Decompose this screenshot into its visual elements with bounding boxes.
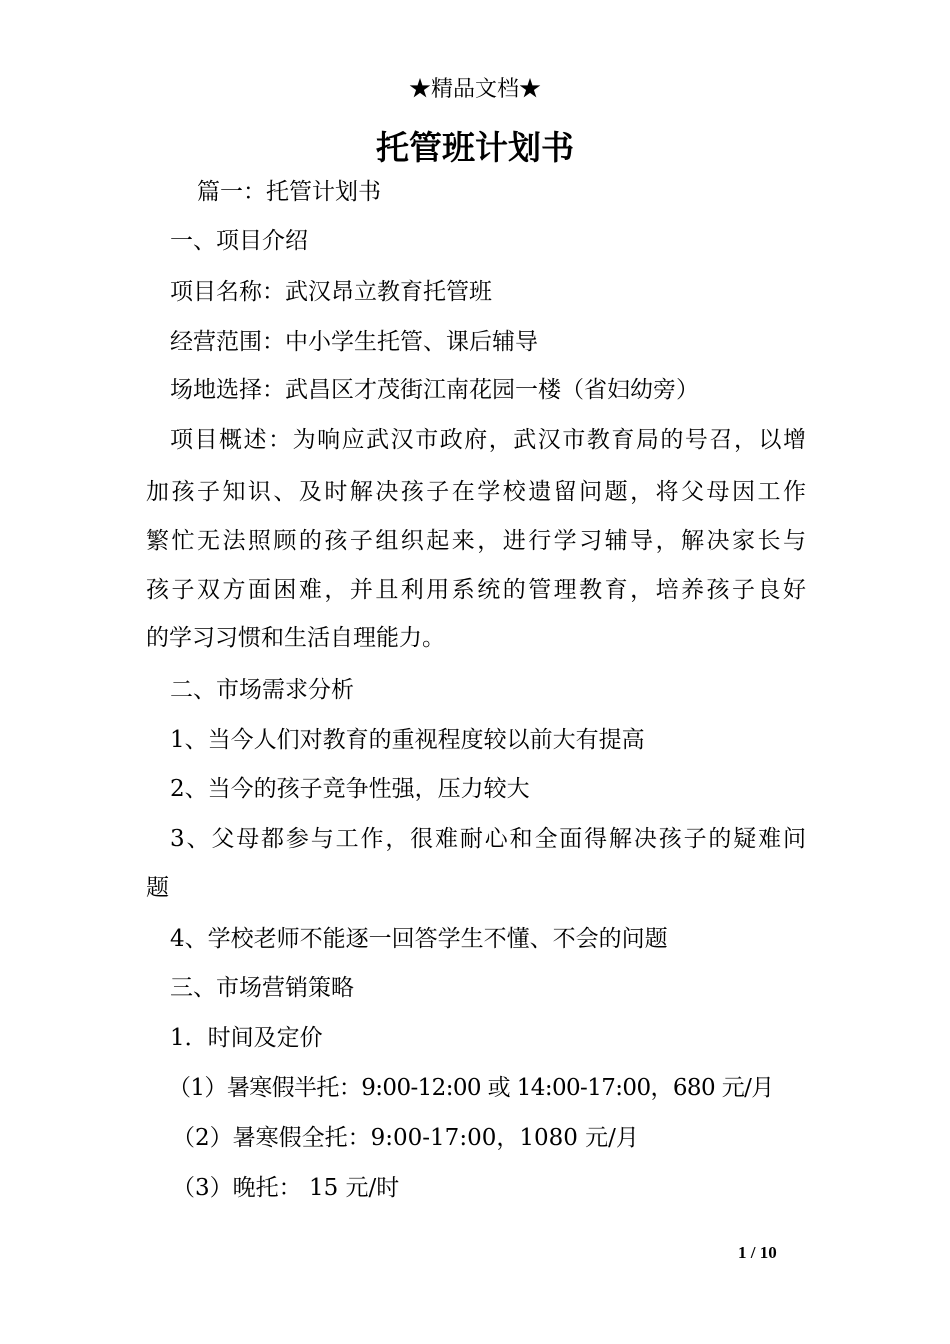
text-line: 项目概述：为响应武汉市政府，武汉市教育局的号召，以增 [170, 427, 806, 453]
list-item: 4、学校老师不能逐一回答学生不懂、不会的问题 [170, 926, 668, 952]
list-item: 3、父母都参与工作，很难耐心和全面得解决孩子的疑难问 [170, 826, 806, 852]
list-item: 1、当今人们对教育的重视程度较以前大有提高 [170, 727, 645, 753]
text-line: 繁忙无法照顾的孩子组织起来，进行学习辅导，解决家长与 [146, 528, 806, 554]
page-number: 1 / 10 [738, 1243, 777, 1262]
section-heading: 二、市场需求分析 [170, 677, 354, 703]
section-heading: 三、市场营销策略 [170, 975, 354, 1001]
list-item: （3）晚托： 15 元/时 [172, 1175, 400, 1201]
section-heading: 篇一：托管计划书 [197, 179, 381, 205]
text-line: 题 [146, 875, 169, 901]
text-line: 场地选择：武昌区才茂街江南花园一楼（省妇幼旁） [170, 377, 699, 403]
text-line: 孩子双方面困难，并且利用系统的管理教育，培养孩子良好 [146, 577, 806, 603]
subheading: 1．时间及定价 [170, 1025, 323, 1051]
document-header: ★精品文档★ [408, 77, 541, 102]
text-line: 项目名称：武汉昂立教育托管班 [170, 279, 492, 305]
text-line: 经营范围：中小学生托管、课后辅导 [170, 329, 538, 355]
list-item: （2）暑寒假全托：9:00-17:00，1080 元/月 [172, 1125, 639, 1151]
section-heading: 一、项目介绍 [170, 228, 308, 254]
list-item: 2、当今的孩子竞争性强，压力较大 [170, 776, 530, 802]
list-item: （1）暑寒假半托：9:00-12:00 或 14:00-17:00，680 元/月 [168, 1075, 774, 1101]
document-title: 托管班计划书 [376, 128, 574, 167]
text-line: 加孩子知识、及时解决孩子在学校遗留问题，将父母因工作 [146, 479, 806, 505]
text-line: 的学习习惯和生活自理能力。 [146, 625, 445, 651]
